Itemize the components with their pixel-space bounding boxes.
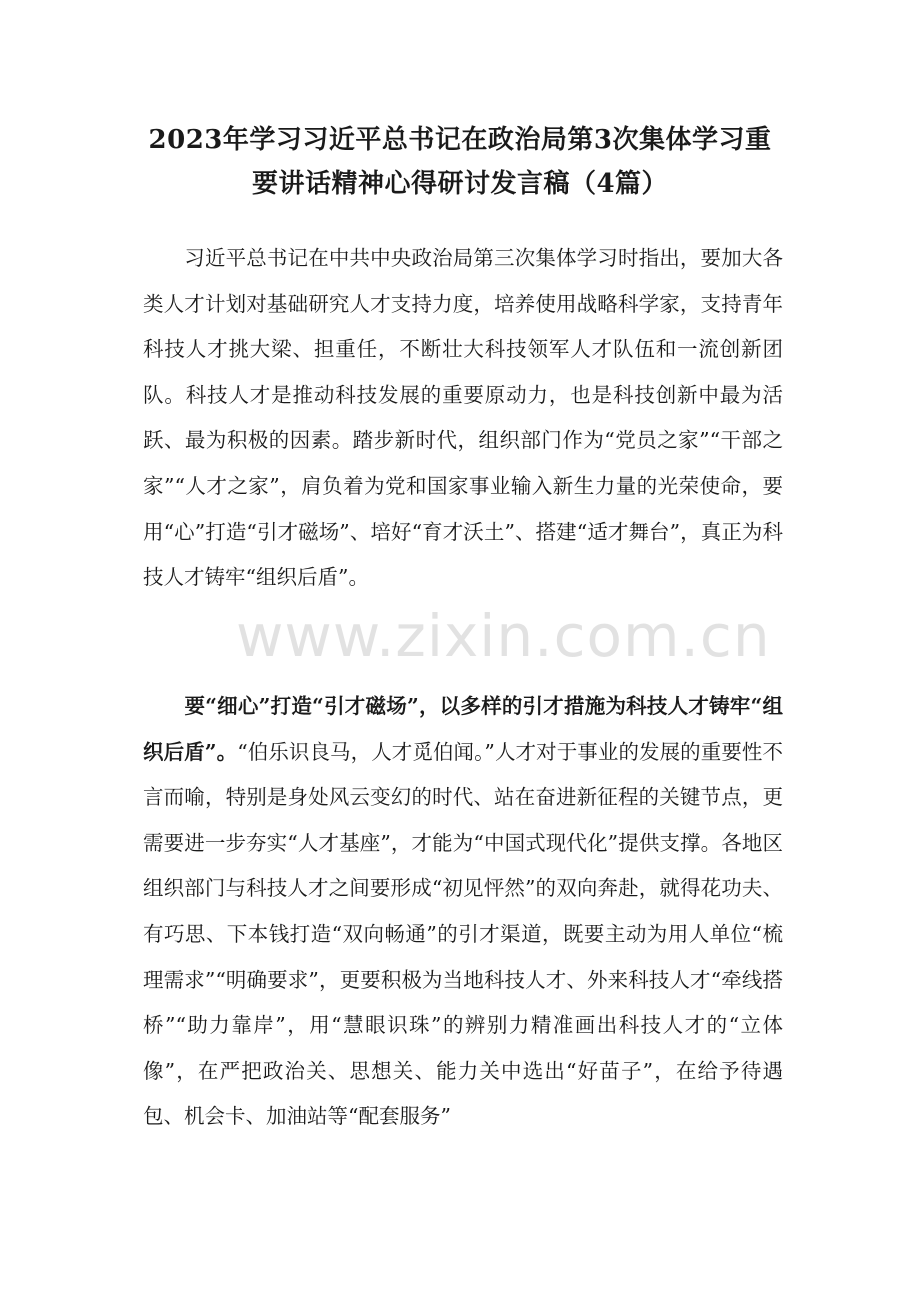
paragraph-section-1 [143, 684, 783, 1140]
paragraph-text: 习近平总书记在中共中央政治局第三次集体学习时指出，要加大各类人才计划对基础研究人才支持力度，培养使用战略科学家，支持青年科技人才挑大梁、担重任，不断壮大科技领军人才队伍和一流创新团队。科技人才是推动科技发展的重要原动力，也是科技创新中最为活跃、最为积极的因素。踏步新时代，组织部门作为“党员之家”“干部之家”“人才之家”，肩负着为党和国家事业输入新生力量的光荣使命，要用“心”打造“引才磁场”、培好“育才沃土”、搭建“适才舞台”，真正为科技人才铸牢“组织后盾”。 [143, 246, 783, 590]
document-title [120, 118, 800, 206]
paragraph-lead: 要“细心”打造“引才磁场”，以多样的引才措施为科技人才铸牢“组织后盾”。 [143, 694, 783, 764]
paragraph-intro [143, 236, 783, 601]
watermark: www.zixin.com.cn [236, 602, 771, 670]
title-line-2: 要讲话精神心得研讨发言稿（4篇） [251, 169, 669, 199]
title-line-1: 2023年学习习近平总书记在政治局第3次集体学习重 [148, 125, 772, 155]
paragraph-text: “伯乐识良马，人才觅伯闻。”人才对于事业的发展的重要性不言而喻，特别是身处风云变幻的时代、站在奋进新征程的关键节点，更需要进一步夯实“人才基座”，才能为“中国式现代化”提供支撑。各地区组织部门与科技人才之间要形成“初见怦然”的双向奔赴，就得花功夫、有巧思、下本钱打造“双向畅通”的引才渠道，既要主动为用人单位“梳理需求”“明确要求”，更要积极为当地科技人才、外来科技人才“牵线搭桥”“助力靠岸”，用“慧眼识珠”的辨别力精准画出科技人才的“立体像”，在严把政治关、思想关、能力关中选出“好苗子”，在给予待遇包、机会卡、加油站等“配套服务” [143, 739, 783, 1129]
